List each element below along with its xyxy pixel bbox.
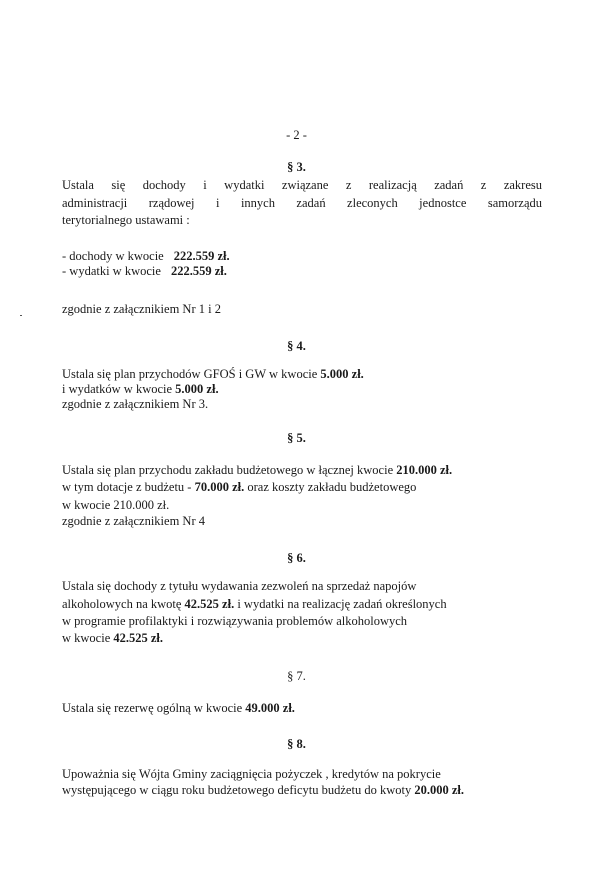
section-5-reference: zgodnie z załącznikiem Nr 4: [62, 514, 205, 528]
section-3-line-3: terytorialnego ustawami :: [62, 213, 190, 227]
section-heading-7: § 7.: [287, 669, 306, 683]
section-6-line-4: w kwocie 42.525 zł.: [62, 631, 164, 645]
section-5-line-3: w kwocie 210.000 zł.: [62, 498, 170, 512]
section-6-line-3: w programie profilaktyki i rozwiązywania problemów alkoholowych: [62, 614, 408, 628]
expense-item: - wydatki w kwocie 222.559 zł.: [62, 264, 227, 278]
page-number: - 2 -: [286, 128, 307, 142]
section-3-line-1: Ustala się dochody i wydatki związane z realizacją zadań z zakresu: [62, 178, 542, 192]
section-heading-3: § 3.: [287, 160, 306, 174]
income-item: - dochody w kwocie 222.559 zł.: [62, 249, 230, 263]
section-4-line-2: i wydatków w kwocie 5.000 zł.: [62, 382, 219, 396]
section-4-line-1: Ustala się plan przychodów GFOŚ i GW w kwocie 5.000 zł.: [62, 367, 364, 381]
section-6-line-1: Ustala się dochody z tytułu wydawania zezwoleń na sprzedaż napojów: [62, 579, 417, 593]
section-heading-6: § 6.: [287, 551, 306, 565]
section-3-line-2: administracji rządowej i innych zadań zleconych jednostce samorządu: [62, 196, 542, 210]
section-heading-4: § 4.: [287, 339, 306, 353]
section-4-reference: zgodnie z załącznikiem Nr 3.: [62, 397, 209, 411]
section-heading-8: § 8.: [287, 737, 306, 751]
section-5-line-2: w tym dotacje z budżetu - 70.000 zł. oraz koszty zakładu budżetowego: [62, 480, 417, 494]
section-5-line-1: Ustala się plan przychodu zakładu budżetowego w łącznej kwocie 210.000 zł.: [62, 463, 453, 477]
section-8-line-2: występującego w ciągu roku budżetowego deficytu budżetu do kwoty 20.000 zł.: [62, 783, 464, 797]
stray-mark: [20, 315, 22, 316]
section-6-line-2: alkoholowych na kwotę 42.525 zł. i wydatki na realizację zadań określonych: [62, 597, 447, 611]
section-heading-5: § 5.: [287, 431, 306, 445]
section-7-line-1: Ustala się rezerwę ogólną w kwocie 49.000 zł.: [62, 701, 295, 715]
section-8-line-1: Upoważnia się Wójta Gminy zaciągnięcia pożyczek , kredytów na pokrycie: [62, 767, 441, 781]
section-3-reference: zgodnie z załącznikiem Nr 1 i 2: [62, 302, 221, 316]
